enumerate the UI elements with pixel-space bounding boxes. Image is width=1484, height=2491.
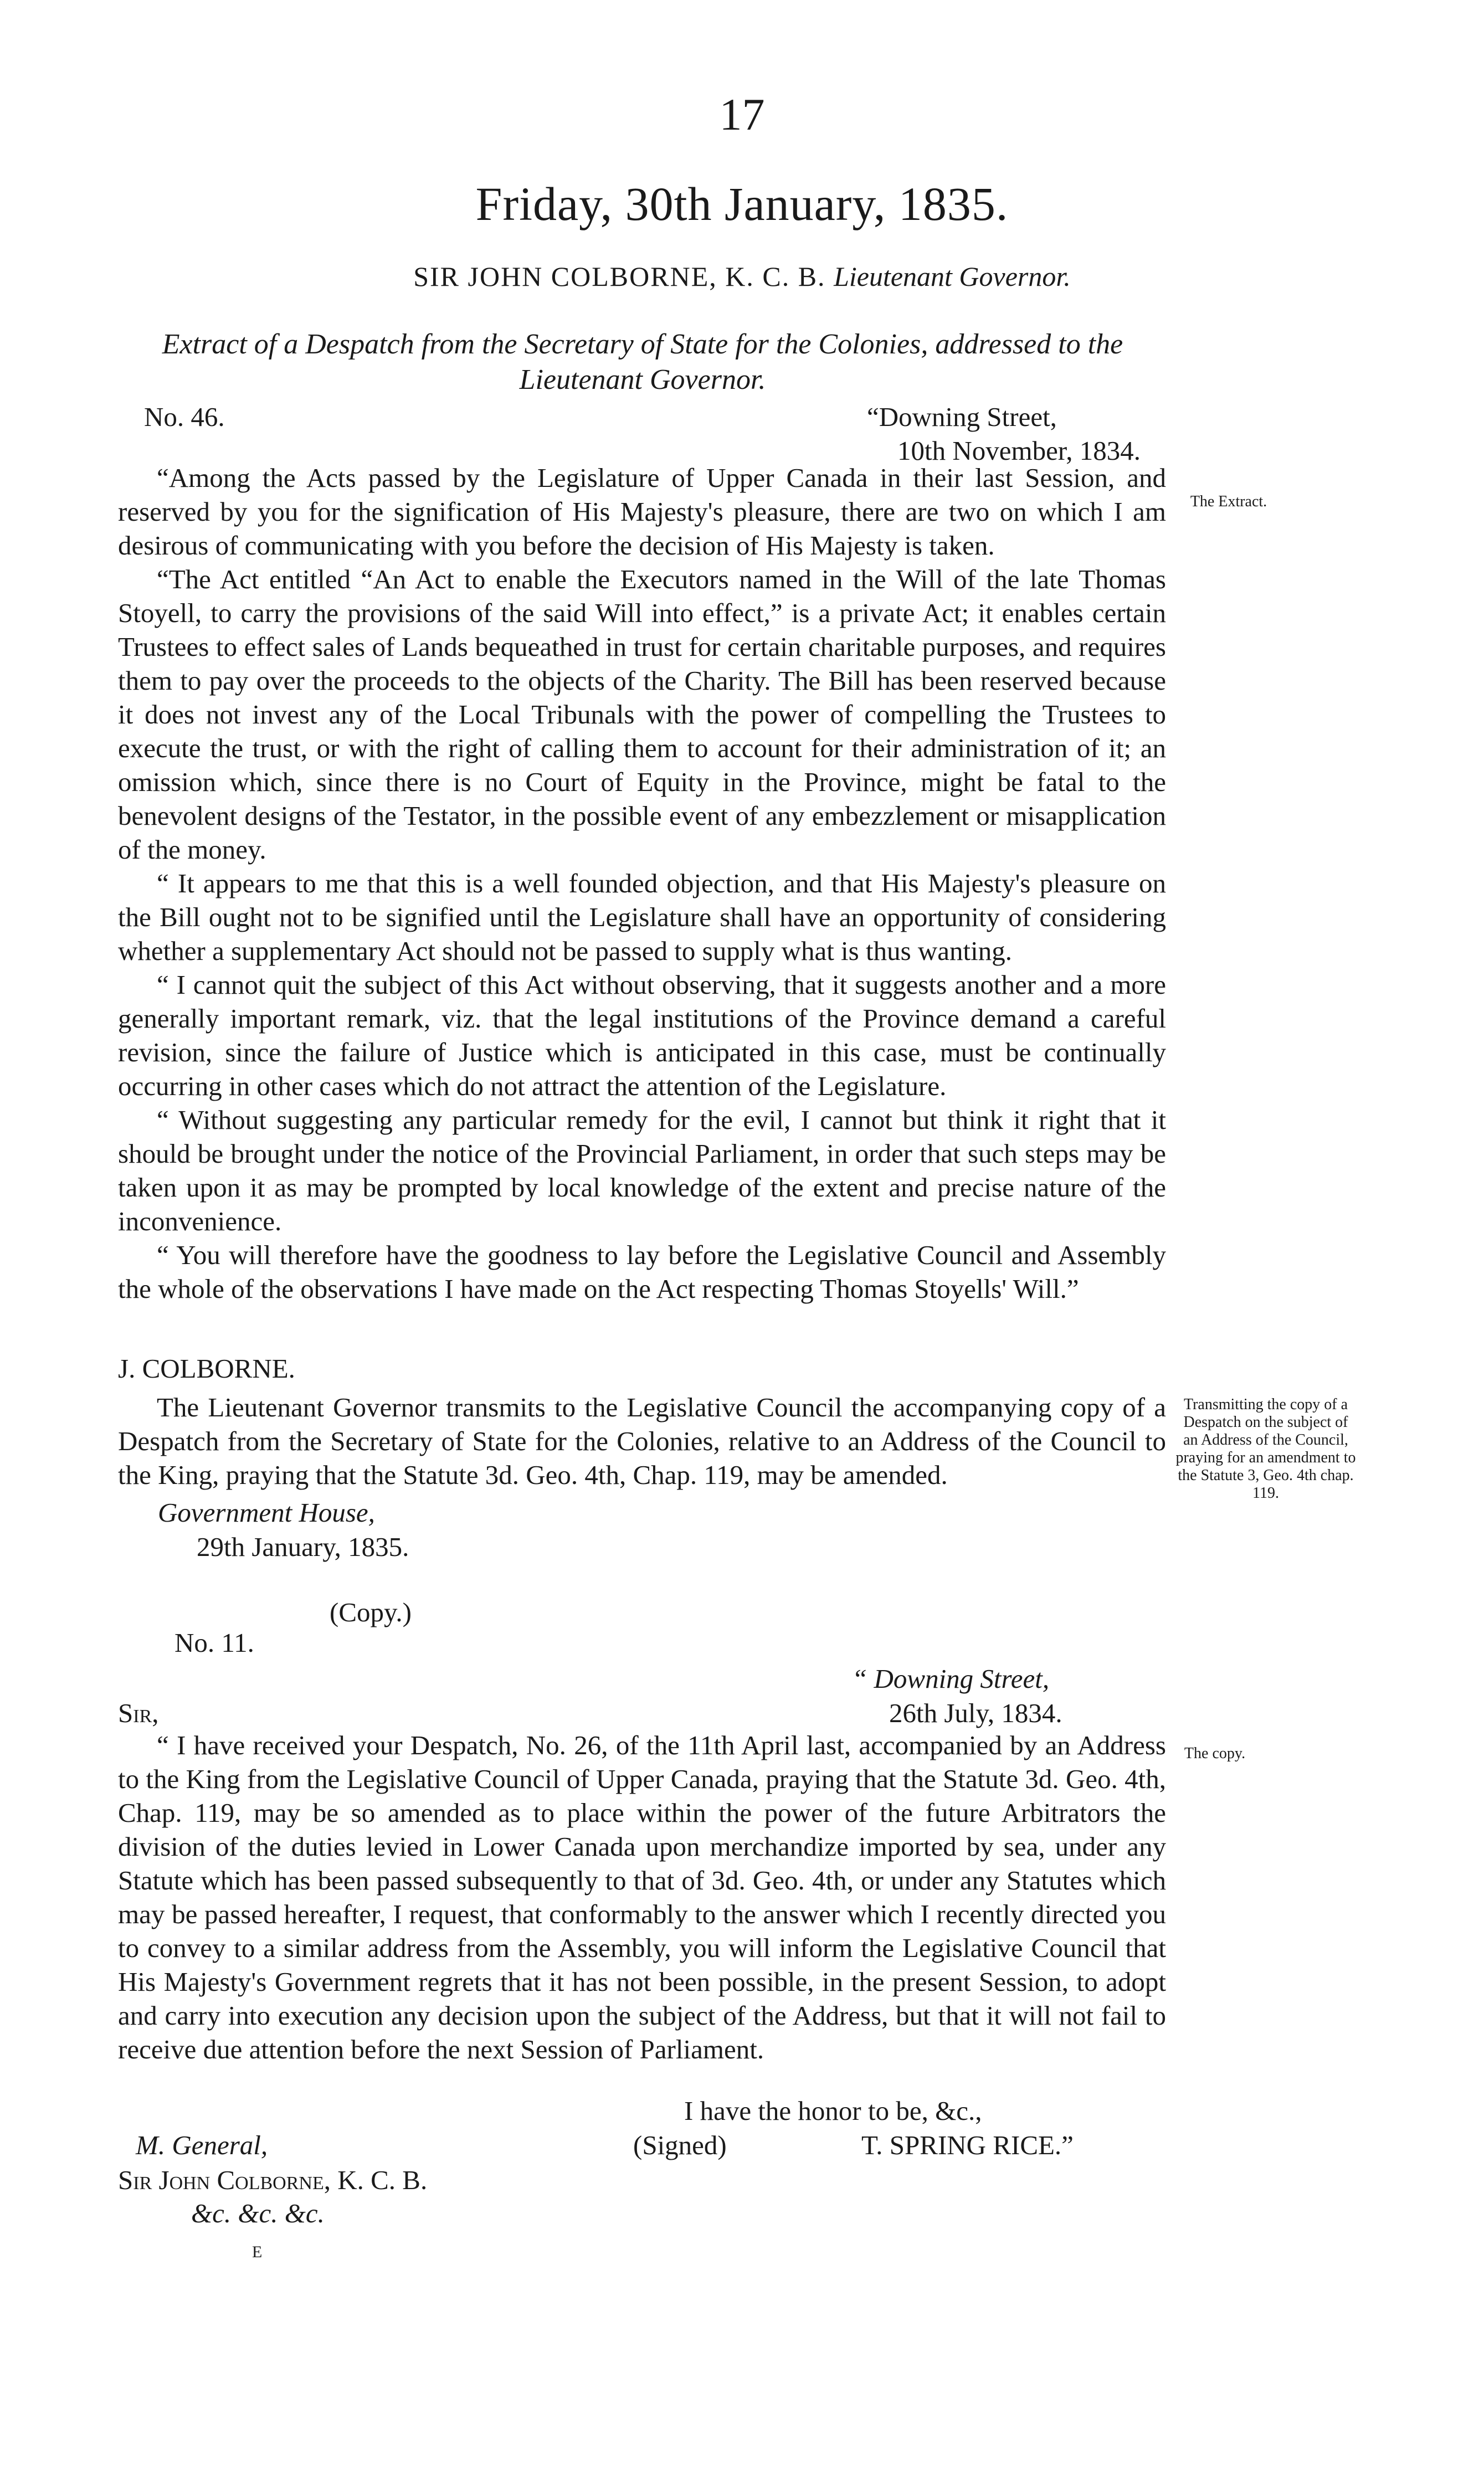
- signed-label: (Signed): [633, 2130, 727, 2160]
- signature-mark: E: [252, 2243, 263, 2261]
- despatch-paragraph: “ It appears to me that this is a well founded objection, and that His Majesty's pleasure on the Bill ought not to be signified until the Legislature shall have an opportunity of considering whether a supplementary Act should not be passed to supply what is thus wanting.: [118, 868, 1166, 966]
- second-despatch-place: “ Downing Street,: [852, 1663, 1050, 1694]
- transmittal-paragraph: The Lieutenant Governor transmits to the Legislative Council the accompanying copy of a Despatch from the Secretary of State for the Colonies, relative to an Address of the Council to the King, praying that the Statute 3d. Geo. 4th, Chap. 119, may be amended.: [118, 1392, 1166, 1490]
- page-number: 17: [719, 89, 765, 140]
- salutation: Sir,: [118, 1698, 159, 1728]
- governor-name: SIR JOHN COLBORNE, K. C. B.: [413, 261, 826, 292]
- despatch-paragraph: “Among the Acts passed by the Legislature of Upper Canada in their last Session, and reserved by you for the signification of His Majesty's pleasure, there are two on which I am desirous of communicating with you before the decision of His Majesty is taken.: [118, 463, 1166, 561]
- signer-name: T. SPRING RICE.”: [861, 2130, 1074, 2160]
- despatch-paragraph: “ Without suggesting any particular remedy for the evil, I cannot but think it right that it should be brought under the notice of the Provincial Parliament, in order that such steps may be taken upon it as may be prompted by local knowledge of the extent and precise nature of the inconvenience.: [118, 1105, 1166, 1236]
- governor-line: [0, 260, 1484, 292]
- addressee-etc: &c. &c. &c.: [191, 2198, 325, 2228]
- second-despatch-number: No. 11.: [174, 1627, 254, 1658]
- despatch-date: 10th November, 1834.: [897, 435, 1141, 466]
- despatch-body: [118, 461, 1166, 1306]
- governor-title: Lieutenant Governor.: [834, 261, 1071, 292]
- despatch-place: “Downing Street,: [867, 402, 1057, 432]
- transmittal-place: Government House,: [158, 1497, 375, 1528]
- margin-note-extract: The Extract.: [1190, 493, 1267, 510]
- copy-label: (Copy.): [330, 1597, 412, 1627]
- margin-note-copy: The copy.: [1184, 1745, 1246, 1762]
- despatch-number: No. 46.: [144, 402, 225, 432]
- despatch-paragraph: “ You will therefore have the goodness to lay before the Legislative Council and Assembly the whole of the observations I have made on the Act respecting Thomas Stoyells' Will.”: [118, 1240, 1166, 1304]
- despatch-paragraph: “The Act entitled “An Act to enable the Executors named in the Will of the late Thomas Stoyell, to carry the provisions of the said Will into effect,” is a private Act; it enables certain Trustees to effect sales of Lands bequeathed in trust for certain charitable purposes, and requires them to pay over the proceeds to the objects of the Charity. The Bill has been reserved because it does not invest any of the Local Tribunals with the power of compelling the Trustees to execute the trust, or with the right of calling them to account for their administration of it; an omission which, since there is no Court of Equity in the Province, might be fatal to the benevolent designs of the Testator, in the possible event of any embezzlement or misapplication of the money.: [118, 564, 1166, 865]
- margin-note-transmittal: Transmitting the copy of a Despatch on the subject of an Address of the Council, praying for an amendment to the Statute 3, Geo. 4th chap. 119.: [1175, 1396, 1356, 1502]
- closing-line: I have the honor to be, &c.,: [684, 2095, 982, 2126]
- second-despatch-date: 26th July, 1834.: [889, 1698, 1062, 1728]
- signature-colborne: J. COLBORNE.: [118, 1353, 295, 1384]
- addressee: Sir John Colborne, K. C. B.: [118, 2165, 428, 2195]
- transmittal-date: 29th January, 1835.: [197, 1532, 409, 1562]
- second-despatch-body: [118, 1728, 1166, 2066]
- second-despatch-paragraph: “ I have received your Despatch, No. 26, of the 11th April last, accompanied by an Address to the King from the Legislative Council of Upper Canada, praying that the Statute 3d. Geo. 4th, Chap. 119, may be so amended as to place within the power of the future Arbitrators the division of the duties levied in Lower Canada upon merchandize imported by sea, under any Statute which has been passed subsequently to that of 3d. Geo. 4th, or under any Statutes which may be passed hereafter, I request, that conformably to the answer which I recently directed you to convey to a similar address from the Assembly, you will inform the Legislative Council that His Majesty's Government regrets that it has not been possible, in the present Session, to adopt and carry into execution any decision upon the subject of the Address, but that it will not fail to receive due attention before the next Session of Parliament.: [118, 1730, 1166, 2064]
- transmittal-text: [118, 1390, 1166, 1492]
- date-heading: Friday, 30th January, 1835.: [475, 177, 1009, 230]
- extract-title: Extract of a Despatch from the Secretary of State for the Colonies, addressed to the Lieutenant Governor.: [162, 328, 1123, 396]
- despatch-paragraph: “ I cannot quit the subject of this Act without observing, that it suggests another and a more generally important remark, viz. that the legal institutions of the Province demand a careful revision, since the failure of Justice which is anticipated in this case, must be continually occurring in other cases which do not attract the attention of the Legislature.: [118, 969, 1166, 1101]
- from-left: M. General,: [136, 2130, 268, 2160]
